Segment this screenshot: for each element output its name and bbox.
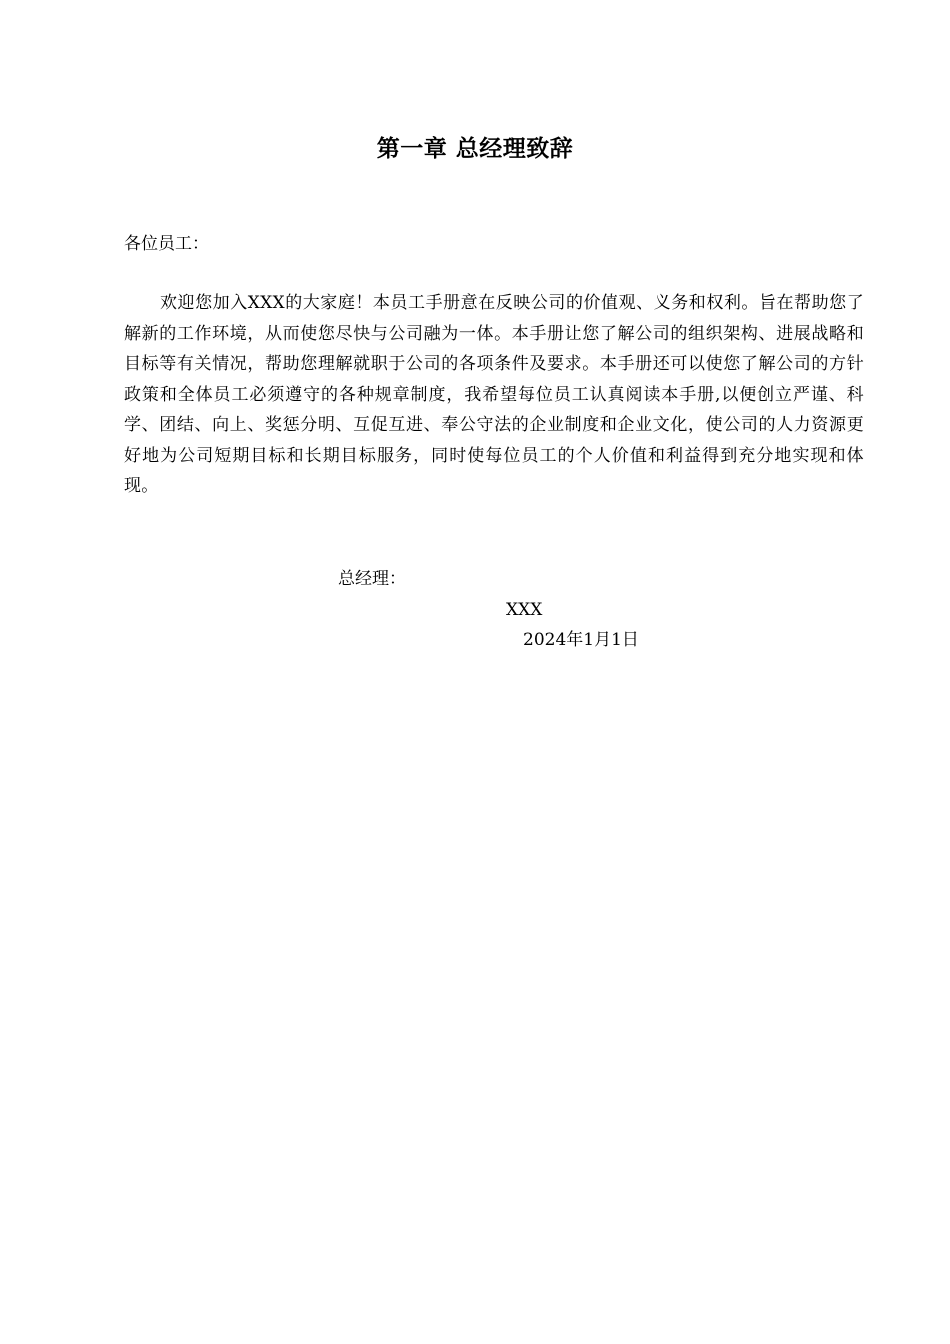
salutation: 各位员工： — [124, 234, 209, 254]
signature-label: 总经理： — [338, 569, 406, 589]
signature-date: 2024年1月1日 — [523, 630, 639, 650]
body-paragraph: 欢迎您加入XXX的大家庭！本员工手册意在反映公司的价值观、义务和权利。旨在帮助您了解新的工作环境，从而使您尽快与公司融为一体。本手册让您了解公司的组织架构、进展战略和目标等有关情况，帮助您理解就职于公司的各项条件及要求。本手册还可以使您了解公司的方针政策和全体员工必须遵守的各种规章制度，我希望每位员工认真阅读本手册,以便创立严谨、科学、团结、向上、奖惩分明、互促互进、奉公守法的企业制度和企业文化，使公司的人力资源更好地为公司短期目标和长期目标服务，同时使每位员工的个人价值和利益得到充分地实现和体现。 — [124, 293, 864, 496]
signature-name: XXX — [506, 600, 543, 620]
chapter-title: 第一章 总经理致辞 — [376, 136, 574, 162]
